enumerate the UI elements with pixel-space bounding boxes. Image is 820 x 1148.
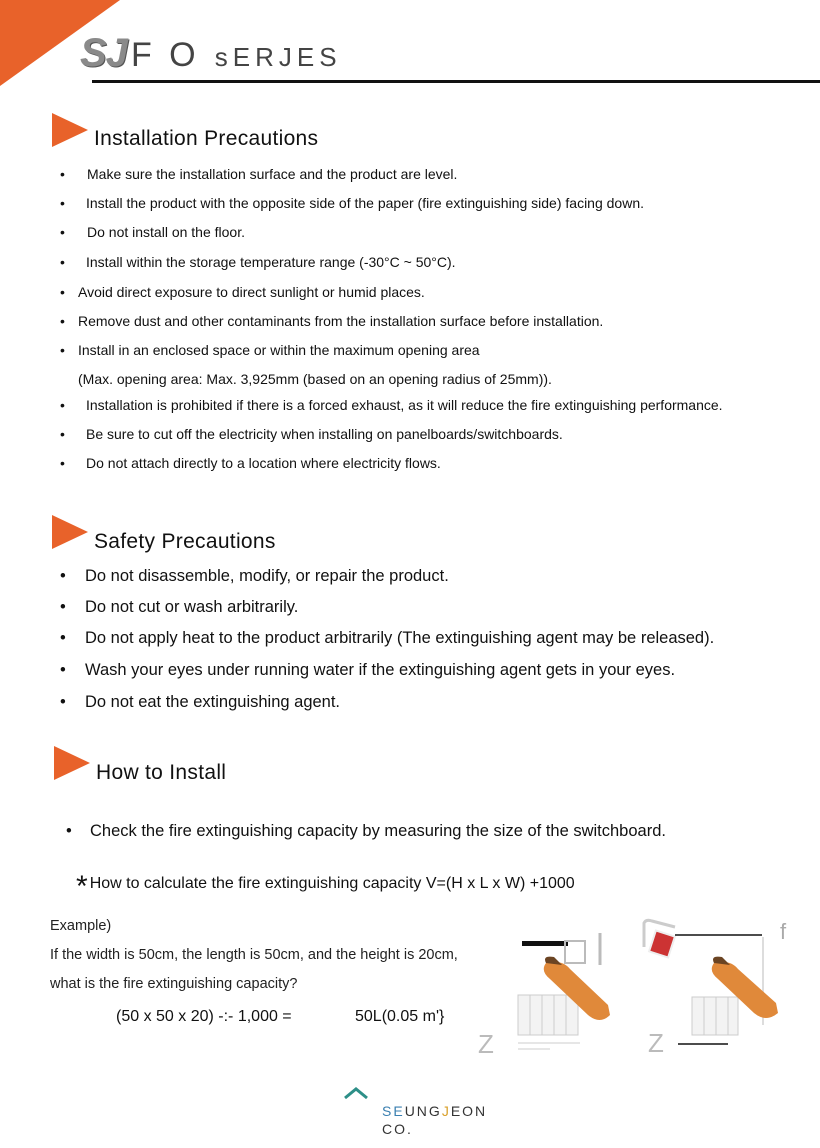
header-divider <box>92 80 820 83</box>
section-arrow-icon <box>54 746 90 780</box>
list-item: • Remove dust and other contaminants from the installation surface before installation. <box>60 313 604 329</box>
calc-result: 50L(0.05 m'} <box>355 1008 445 1025</box>
opening-area-note: (Max. opening area: Max. 3,925mm (based on an opening radius of 25mm)). <box>78 371 552 387</box>
list-item: • Be sure to cut off the electricity when installing on panelboards/switchboards. <box>60 426 563 442</box>
list-item: • Do not apply heat to the product arbitrarily (The extinguishing agent may be released). <box>60 629 715 647</box>
figure-mark-top: f <box>780 919 787 944</box>
capacity-formula: * How to calculate the fire extinguishing capacity V=(H x L x W) +1000 <box>76 870 575 903</box>
installation-illustration <box>470 915 810 1065</box>
example-line: what is the fire extinguishing capacity? <box>50 976 298 992</box>
company-logo: SEUNGJEON CO. <box>382 1103 488 1137</box>
section-arrow-icon <box>52 515 88 549</box>
example-line: If the width is 50cm, the length is 50cm, and the height is 20cm, <box>50 947 458 963</box>
section-arrow-icon <box>52 113 88 147</box>
label-bar <box>522 941 568 946</box>
calc-expression: (50 x 50 x 20) -:- 1,000 = <box>116 1008 292 1025</box>
series-logo <box>80 30 342 80</box>
breaker-panel-left <box>518 995 580 1049</box>
list-item: • Avoid direct exposure to direct sunlight or humid places. <box>60 284 425 300</box>
list-item: • Do not install on the floor. <box>60 224 245 240</box>
list-item: • Install in an enclosed space or within the maximum opening area <box>60 342 480 358</box>
list-item: • Check the fire extinguishing capacity by measuring the size of the switchboard. <box>66 822 666 840</box>
logo-series: sERJES <box>214 42 342 72</box>
list-item: • Do not cut or wash arbitrarily. <box>60 598 299 616</box>
formula-expression: V=(H x L x W) +1000 <box>425 875 575 892</box>
caret-up-icon <box>343 1086 369 1100</box>
list-item: • Do not disassemble, modify, or repair the product. <box>60 567 449 585</box>
logo-sj: SJ <box>80 31 127 75</box>
breaker-panel-right <box>692 997 738 1035</box>
figure-mark-right: Z <box>648 1028 664 1058</box>
list-item: • Wash your eyes under running water if the extinguishing agent gets in your eyes. <box>60 661 676 679</box>
installation-title: Installation Precautions <box>94 127 319 150</box>
list-item: • Install the product with the opposite side of the paper (fire extinguishing side) facing down. <box>60 195 644 211</box>
extinguisher-installed <box>649 930 675 957</box>
list-item: • Installation is prohibited if there is a forced exhaust, as it will reduce the fire extinguishing performance. <box>60 397 723 413</box>
list-item: • Do not eat the extinguishing agent. <box>60 693 341 711</box>
how-to-install-title: How to Install <box>96 761 227 784</box>
safety-title: Safety Precautions <box>94 530 276 553</box>
company-suffix: CO. <box>382 1121 413 1137</box>
list-item: • Install within the storage temperature range (-30°C ~ 50°C). <box>60 254 456 270</box>
list-item: • Make sure the installation surface and the product are level. <box>60 166 458 182</box>
list-item: • Do not attach directly to a location where electricity flows. <box>60 455 441 471</box>
example-label: Example) <box>50 918 112 934</box>
figure-mark-left: Z <box>478 1029 494 1059</box>
logo-model: F O <box>130 36 200 74</box>
